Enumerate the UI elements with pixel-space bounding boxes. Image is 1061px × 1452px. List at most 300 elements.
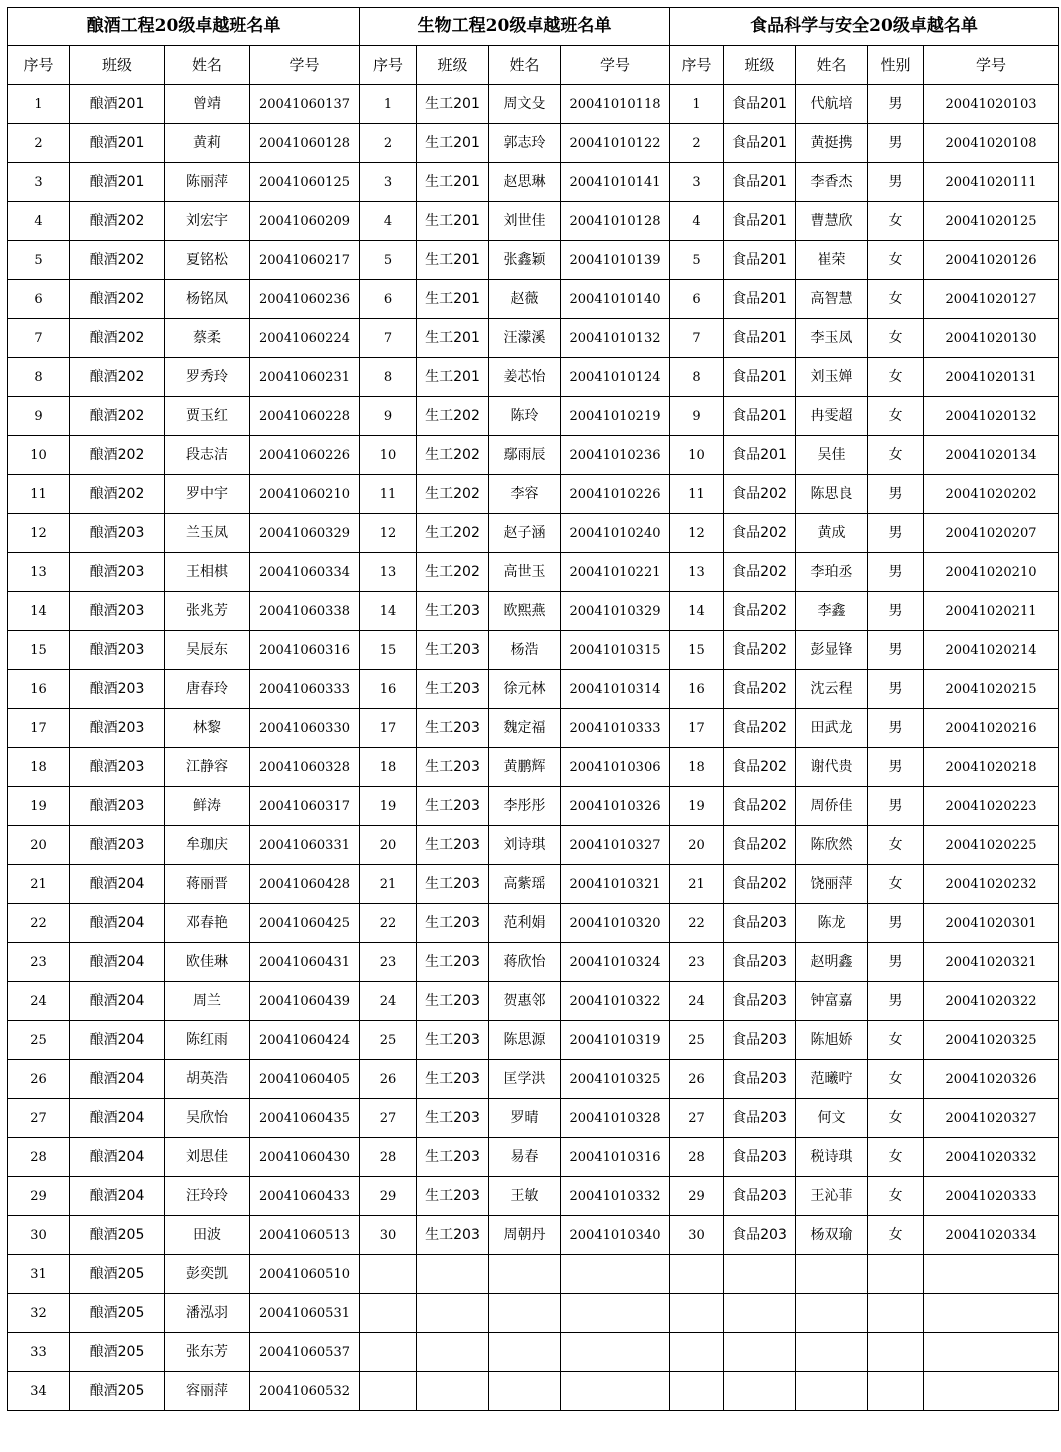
food-cell: 食品202 — [724, 553, 796, 592]
food-cell: 20041020130 — [924, 319, 1059, 358]
brewing-cell: 20041060435 — [250, 1099, 360, 1138]
brewing-cell: 欧佳琳 — [165, 943, 250, 982]
food-cell: 1 — [670, 85, 724, 124]
brewing-cell: 20041060531 — [250, 1294, 360, 1333]
bioeng-empty-cell — [489, 1255, 561, 1294]
bioeng-cell: 陈思源 — [489, 1021, 561, 1060]
brewing-cell: 20041060224 — [250, 319, 360, 358]
food-empty-cell — [796, 1294, 868, 1333]
food-empty-cell — [924, 1372, 1059, 1411]
food-cell: 男 — [868, 85, 924, 124]
food-cell: 3 — [670, 163, 724, 202]
bioeng-cell: 15 — [360, 631, 417, 670]
brewing-title: 酿酒工程20级卓越班名单 — [8, 8, 360, 46]
bioeng-cell: 9 — [360, 397, 417, 436]
table-row — [8, 631, 1059, 670]
bioeng-cell: 生工201 — [417, 280, 489, 319]
food-cell: 男 — [868, 514, 924, 553]
bioeng-cell: 生工203 — [417, 826, 489, 865]
table-row — [8, 319, 1059, 358]
food-cell: 22 — [670, 904, 724, 943]
brewing-cell: 15 — [8, 631, 70, 670]
bioeng-cell: 20041010226 — [561, 475, 670, 514]
food-cell: 男 — [868, 592, 924, 631]
bioeng-cell: 11 — [360, 475, 417, 514]
bioeng-cell: 生工201 — [417, 319, 489, 358]
bioeng-cell: 23 — [360, 943, 417, 982]
brewing-cell: 20041060128 — [250, 124, 360, 163]
brewing-cell: 11 — [8, 475, 70, 514]
brewing-cell: 28 — [8, 1138, 70, 1177]
bioeng-cell: 蒋欣怡 — [489, 943, 561, 982]
bioeng-cell: 10 — [360, 436, 417, 475]
brewing-cell: 20 — [8, 826, 70, 865]
bioeng-cell: 12 — [360, 514, 417, 553]
food-cell: 食品203 — [724, 1138, 796, 1177]
food-cell: 食品202 — [724, 514, 796, 553]
food-cell: 男 — [868, 904, 924, 943]
food-cell: 女 — [868, 1216, 924, 1255]
brewing-cell: 19 — [8, 787, 70, 826]
brewing-cell: 鲜涛 — [165, 787, 250, 826]
bioeng-cell: 20041010325 — [561, 1060, 670, 1099]
bioeng-empty-cell — [417, 1255, 489, 1294]
food-empty-cell — [670, 1294, 724, 1333]
brewing-cell: 容丽萍 — [165, 1372, 250, 1411]
food-cell: 食品201 — [724, 397, 796, 436]
brewing-cell: 20041060439 — [250, 982, 360, 1021]
brewing-cell: 曾靖 — [165, 85, 250, 124]
bioeng-cell: 生工203 — [417, 904, 489, 943]
brewing-cell: 20041060209 — [250, 202, 360, 241]
food-cell: 食品201 — [724, 280, 796, 319]
food-cell: 20041020334 — [924, 1216, 1059, 1255]
bioeng-cell: 20041010128 — [561, 202, 670, 241]
food-cell: 5 — [670, 241, 724, 280]
brewing-cell: 酿酒205 — [70, 1372, 165, 1411]
food-cell: 女 — [868, 397, 924, 436]
food-title: 食品科学与安全20级卓越名单 — [670, 8, 1059, 46]
bioeng-cell: 生工203 — [417, 1099, 489, 1138]
food-cell: 食品202 — [724, 631, 796, 670]
brewing-cell: 酿酒205 — [70, 1294, 165, 1333]
food-cell: 女 — [868, 1021, 924, 1060]
food-cell: 20041020301 — [924, 904, 1059, 943]
bioeng-cell: 20041010321 — [561, 865, 670, 904]
food-cell: 食品203 — [724, 1216, 796, 1255]
brewing-cell: 20041060510 — [250, 1255, 360, 1294]
brewing-cell: 1 — [8, 85, 70, 124]
table-row — [8, 1333, 1059, 1372]
bioeng-cell: 王敏 — [489, 1177, 561, 1216]
food-cell: 男 — [868, 670, 924, 709]
bioeng-cell: 20041010332 — [561, 1177, 670, 1216]
food-cell: 男 — [868, 124, 924, 163]
bioeng-cell: 20041010140 — [561, 280, 670, 319]
brewing-cell: 唐春玲 — [165, 670, 250, 709]
table-row — [8, 475, 1059, 514]
food-cell: 30 — [670, 1216, 724, 1255]
food-cell: 男 — [868, 631, 924, 670]
brewing-cell: 20041060513 — [250, 1216, 360, 1255]
table-row — [8, 1216, 1059, 1255]
food-cell: 女 — [868, 241, 924, 280]
food-cell: 食品201 — [724, 319, 796, 358]
brewing-cell: 20041060137 — [250, 85, 360, 124]
brewing-cell: 10 — [8, 436, 70, 475]
bioeng-cell: 20041010221 — [561, 553, 670, 592]
brewing-cell: 20041060125 — [250, 163, 360, 202]
bioeng-cell: 生工203 — [417, 787, 489, 826]
brewing-cell: 酿酒204 — [70, 1099, 165, 1138]
food-cell: 食品203 — [724, 1177, 796, 1216]
table-row — [8, 1099, 1059, 1138]
brewing-cell: 20041060338 — [250, 592, 360, 631]
food-cell: 20041020225 — [924, 826, 1059, 865]
bioeng-cell: 生工203 — [417, 670, 489, 709]
brewing-cell: 酿酒203 — [70, 787, 165, 826]
bioeng-cell: 27 — [360, 1099, 417, 1138]
bioeng-cell: 8 — [360, 358, 417, 397]
bioeng-cell: 生工202 — [417, 514, 489, 553]
brewing-cell: 34 — [8, 1372, 70, 1411]
brewing-cell: 2 — [8, 124, 70, 163]
bioeng-cell: 20041010122 — [561, 124, 670, 163]
table-row — [8, 280, 1059, 319]
food-cell: 女 — [868, 436, 924, 475]
table-row — [8, 1138, 1059, 1177]
food-cell: 18 — [670, 748, 724, 787]
brewing-cell: 25 — [8, 1021, 70, 1060]
food-cell: 女 — [868, 1099, 924, 1138]
brewing-cell: 4 — [8, 202, 70, 241]
brewing-cell: 段志洁 — [165, 436, 250, 475]
food-cell: 食品201 — [724, 85, 796, 124]
food-cell: 20041020214 — [924, 631, 1059, 670]
bioeng-cell: 30 — [360, 1216, 417, 1255]
brewing-cell: 20041060226 — [250, 436, 360, 475]
bioeng-cell: 鄢雨辰 — [489, 436, 561, 475]
food-empty-cell — [670, 1255, 724, 1294]
food-cell: 11 — [670, 475, 724, 514]
food-cell: 代航培 — [796, 85, 868, 124]
food-empty-cell — [868, 1333, 924, 1372]
brewing-cell: 酿酒202 — [70, 319, 165, 358]
bioeng-cell: 20041010139 — [561, 241, 670, 280]
bioeng-cell: 19 — [360, 787, 417, 826]
bioeng-empty-cell — [489, 1333, 561, 1372]
food-cell: 20041020232 — [924, 865, 1059, 904]
food-cell: 钟富嘉 — [796, 982, 868, 1021]
brewing-cell: 酿酒202 — [70, 397, 165, 436]
food-cell: 29 — [670, 1177, 724, 1216]
brewing-cell: 酿酒203 — [70, 631, 165, 670]
food-cell: 彭显锋 — [796, 631, 868, 670]
food-cell: 谢代贵 — [796, 748, 868, 787]
food-cell: 28 — [670, 1138, 724, 1177]
bioeng-cell: 生工201 — [417, 85, 489, 124]
food-empty-cell — [724, 1372, 796, 1411]
food-cell: 14 — [670, 592, 724, 631]
brewing-cell: 20041060537 — [250, 1333, 360, 1372]
brewing-cell: 30 — [8, 1216, 70, 1255]
bioeng-cell: 20041010314 — [561, 670, 670, 709]
food-cell: 20041020202 — [924, 475, 1059, 514]
brewing-cell: 20041060210 — [250, 475, 360, 514]
brewing-cell: 酿酒204 — [70, 1138, 165, 1177]
bioeng-cell: 20041010319 — [561, 1021, 670, 1060]
bioeng-cell: 20041010315 — [561, 631, 670, 670]
brewing-cell: 邓春艳 — [165, 904, 250, 943]
bioeng-cell: 生工203 — [417, 865, 489, 904]
food-cell: 男 — [868, 709, 924, 748]
food-cell: 食品201 — [724, 358, 796, 397]
food-cell: 沈云程 — [796, 670, 868, 709]
food-cell: 20041020207 — [924, 514, 1059, 553]
food-cell: 黄挺携 — [796, 124, 868, 163]
bioeng-cell: 生工201 — [417, 163, 489, 202]
bioeng-cell: 生工202 — [417, 553, 489, 592]
bioeng-empty-cell — [417, 1372, 489, 1411]
roster-sheet — [7, 7, 1059, 1411]
food-column-header: 姓名 — [796, 46, 868, 85]
table-row — [8, 202, 1059, 241]
food-cell: 20041020134 — [924, 436, 1059, 475]
food-cell: 20041020131 — [924, 358, 1059, 397]
bioeng-empty-cell — [561, 1333, 670, 1372]
bioeng-cell: 生工203 — [417, 1021, 489, 1060]
food-cell: 曹慧欣 — [796, 202, 868, 241]
bioeng-cell: 20041010329 — [561, 592, 670, 631]
bioeng-cell: 28 — [360, 1138, 417, 1177]
food-cell: 13 — [670, 553, 724, 592]
bioeng-cell: 李容 — [489, 475, 561, 514]
food-cell: 饶丽萍 — [796, 865, 868, 904]
bioeng-empty-cell — [417, 1294, 489, 1333]
table-row — [8, 358, 1059, 397]
bioeng-cell: 20041010124 — [561, 358, 670, 397]
bioeng-cell: 黄鹏辉 — [489, 748, 561, 787]
food-cell: 何文 — [796, 1099, 868, 1138]
food-cell: 食品201 — [724, 436, 796, 475]
brewing-column-header: 姓名 — [165, 46, 250, 85]
food-cell: 21 — [670, 865, 724, 904]
bioeng-cell: 徐元林 — [489, 670, 561, 709]
brewing-cell: 彭奕凯 — [165, 1255, 250, 1294]
brewing-cell: 20041060405 — [250, 1060, 360, 1099]
food-cell: 20 — [670, 826, 724, 865]
brewing-cell: 酿酒203 — [70, 670, 165, 709]
brewing-cell: 酿酒203 — [70, 592, 165, 631]
brewing-cell: 24 — [8, 982, 70, 1021]
table-row — [8, 709, 1059, 748]
brewing-cell: 6 — [8, 280, 70, 319]
brewing-cell: 13 — [8, 553, 70, 592]
food-cell: 男 — [868, 982, 924, 1021]
food-cell: 19 — [670, 787, 724, 826]
food-column-header: 班级 — [724, 46, 796, 85]
brewing-cell: 胡英浩 — [165, 1060, 250, 1099]
food-cell: 黄成 — [796, 514, 868, 553]
bioeng-cell: 欧熙燕 — [489, 592, 561, 631]
brewing-cell: 罗中宇 — [165, 475, 250, 514]
food-empty-cell — [924, 1294, 1059, 1333]
brewing-cell: 酿酒203 — [70, 514, 165, 553]
brewing-cell: 罗秀玲 — [165, 358, 250, 397]
food-empty-cell — [868, 1372, 924, 1411]
brewing-cell: 7 — [8, 319, 70, 358]
brewing-cell: 陈丽萍 — [165, 163, 250, 202]
food-cell: 24 — [670, 982, 724, 1021]
bioeng-cell: 22 — [360, 904, 417, 943]
bioeng-cell: 生工203 — [417, 982, 489, 1021]
table-row — [8, 982, 1059, 1021]
brewing-cell: 酿酒201 — [70, 163, 165, 202]
bioeng-cell: 生工203 — [417, 1138, 489, 1177]
table-row — [8, 553, 1059, 592]
food-cell: 范曦咛 — [796, 1060, 868, 1099]
food-cell: 李鑫 — [796, 592, 868, 631]
food-cell: 食品203 — [724, 982, 796, 1021]
brewing-cell: 酿酒202 — [70, 280, 165, 319]
bioeng-cell: 高紫瑶 — [489, 865, 561, 904]
food-cell: 高智慧 — [796, 280, 868, 319]
food-cell: 20041020332 — [924, 1138, 1059, 1177]
brewing-cell: 酿酒204 — [70, 1177, 165, 1216]
food-cell: 15 — [670, 631, 724, 670]
bioeng-column-header: 序号 — [360, 46, 417, 85]
bioeng-cell: 汪濛溪 — [489, 319, 561, 358]
brewing-cell: 20041060330 — [250, 709, 360, 748]
food-cell: 食品201 — [724, 163, 796, 202]
bioeng-cell: 16 — [360, 670, 417, 709]
food-cell: 李珀丞 — [796, 553, 868, 592]
food-cell: 20041020108 — [924, 124, 1059, 163]
bioeng-cell: 生工201 — [417, 358, 489, 397]
bioeng-cell: 周朝丹 — [489, 1216, 561, 1255]
food-cell: 20041020127 — [924, 280, 1059, 319]
food-cell: 25 — [670, 1021, 724, 1060]
brewing-cell: 吴辰东 — [165, 631, 250, 670]
brewing-cell: 3 — [8, 163, 70, 202]
brewing-cell: 酿酒204 — [70, 865, 165, 904]
table-row — [8, 85, 1059, 124]
bioeng-cell: 20041010219 — [561, 397, 670, 436]
brewing-cell: 20041060317 — [250, 787, 360, 826]
table-row — [8, 787, 1059, 826]
brewing-cell: 酿酒202 — [70, 241, 165, 280]
brewing-cell: 酿酒203 — [70, 553, 165, 592]
food-cell: 20041020215 — [924, 670, 1059, 709]
food-cell: 食品203 — [724, 1021, 796, 1060]
table-row — [8, 592, 1059, 631]
brewing-cell: 酿酒205 — [70, 1216, 165, 1255]
bioeng-cell: 赵子涵 — [489, 514, 561, 553]
bioeng-cell: 20041010340 — [561, 1216, 670, 1255]
brewing-cell: 20041060331 — [250, 826, 360, 865]
bioeng-cell: 20041010320 — [561, 904, 670, 943]
bioeng-cell: 20041010141 — [561, 163, 670, 202]
food-cell: 20041020333 — [924, 1177, 1059, 1216]
bioeng-column-header: 班级 — [417, 46, 489, 85]
bioeng-cell: 刘诗琪 — [489, 826, 561, 865]
bioeng-column-header: 姓名 — [489, 46, 561, 85]
table-row — [8, 241, 1059, 280]
bioeng-cell: 郭志玲 — [489, 124, 561, 163]
bioeng-cell: 生工203 — [417, 709, 489, 748]
food-cell: 食品203 — [724, 904, 796, 943]
food-cell: 税诗琪 — [796, 1138, 868, 1177]
bioeng-cell: 14 — [360, 592, 417, 631]
brewing-cell: 刘宏宇 — [165, 202, 250, 241]
bioeng-cell: 7 — [360, 319, 417, 358]
bioeng-cell: 李彤彤 — [489, 787, 561, 826]
bioeng-cell: 生工203 — [417, 943, 489, 982]
bioeng-cell: 陈玲 — [489, 397, 561, 436]
food-cell: 男 — [868, 553, 924, 592]
food-cell: 17 — [670, 709, 724, 748]
food-cell: 26 — [670, 1060, 724, 1099]
bioeng-title: 生物工程20级卓越班名单 — [360, 8, 670, 46]
brewing-cell: 潘泓羽 — [165, 1294, 250, 1333]
brewing-cell: 酿酒202 — [70, 475, 165, 514]
food-cell: 20041020325 — [924, 1021, 1059, 1060]
bioeng-cell: 20041010326 — [561, 787, 670, 826]
brewing-cell: 20041060328 — [250, 748, 360, 787]
brewing-cell: 周兰 — [165, 982, 250, 1021]
food-cell: 食品201 — [724, 241, 796, 280]
brewing-cell: 汪玲玲 — [165, 1177, 250, 1216]
food-empty-cell — [924, 1333, 1059, 1372]
bioeng-cell: 生工203 — [417, 1216, 489, 1255]
brewing-cell: 20041060334 — [250, 553, 360, 592]
food-cell: 周侨佳 — [796, 787, 868, 826]
brewing-cell: 33 — [8, 1333, 70, 1372]
brewing-cell: 蒋丽晋 — [165, 865, 250, 904]
table-row — [8, 124, 1059, 163]
brewing-cell: 23 — [8, 943, 70, 982]
bioeng-cell: 生工202 — [417, 475, 489, 514]
brewing-cell: 16 — [8, 670, 70, 709]
food-cell: 20041020132 — [924, 397, 1059, 436]
brewing-cell: 20041060228 — [250, 397, 360, 436]
table-row — [8, 943, 1059, 982]
bioeng-cell: 29 — [360, 1177, 417, 1216]
brewing-cell: 夏铭松 — [165, 241, 250, 280]
food-empty-cell — [724, 1255, 796, 1294]
food-cell: 2 — [670, 124, 724, 163]
food-cell: 陈龙 — [796, 904, 868, 943]
brewing-cell: 吴欣怡 — [165, 1099, 250, 1138]
food-empty-cell — [670, 1333, 724, 1372]
brewing-cell: 酿酒204 — [70, 982, 165, 1021]
brewing-cell: 22 — [8, 904, 70, 943]
bioeng-cell: 6 — [360, 280, 417, 319]
bioeng-cell: 贺惠邻 — [489, 982, 561, 1021]
food-cell: 杨双瑜 — [796, 1216, 868, 1255]
bioeng-cell: 20041010132 — [561, 319, 670, 358]
food-cell: 食品202 — [724, 748, 796, 787]
food-cell: 女 — [868, 358, 924, 397]
food-cell: 20041020125 — [924, 202, 1059, 241]
brewing-cell: 12 — [8, 514, 70, 553]
table-row — [8, 748, 1059, 787]
food-cell: 刘玉婵 — [796, 358, 868, 397]
bioeng-cell: 25 — [360, 1021, 417, 1060]
bioeng-empty-cell — [489, 1372, 561, 1411]
brewing-cell: 田波 — [165, 1216, 250, 1255]
brewing-cell: 酿酒203 — [70, 709, 165, 748]
